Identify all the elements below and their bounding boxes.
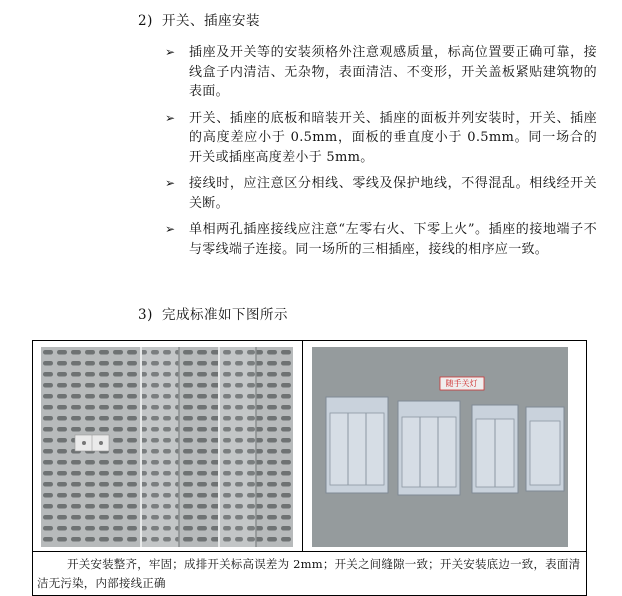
section-3-heading <box>138 303 288 323</box>
section-number: 2) <box>138 13 153 29</box>
arrow-bullet-icon: ➢ <box>165 45 176 59</box>
requirements-list <box>165 43 597 266</box>
photo-table <box>32 340 587 596</box>
section-2-heading <box>138 9 260 29</box>
list-item-text: 插座及开关等的安装须格外注意观感质量，标高位置要正确可靠，接线盒子内清洁、无杂物，表面清洁、不变形，开关盖板紧贴建筑物的表面。 <box>189 45 597 99</box>
switch-row-photo <box>312 347 568 547</box>
photo-caption: 开关安装整齐，牢固；成排开关标高误差为 2mm；开关之间缝隙一致；开关安装底边一致，表面清洁无污染，内部接线正确 <box>33 552 587 596</box>
list-item-text: 开关、插座的底板和暗装开关、插座的面板并列安装时，开关、插座的高度差应小于 0.5mm，面板的垂直度小于 0.5mm。同一场合的开关或插座高度差小于 5mm。 <box>189 110 597 165</box>
list-item <box>165 174 597 213</box>
arrow-bullet-icon: ➢ <box>165 222 176 236</box>
list-item-text: 接线时，应注意区分相线、零线及保护地线，不得混乱。相线经开关关断。 <box>189 176 597 211</box>
arrow-bullet-icon: ➢ <box>165 110 176 125</box>
section-number: 3) <box>138 307 153 323</box>
arrow-bullet-icon: ➢ <box>165 176 176 190</box>
list-item <box>165 109 597 168</box>
list-item-text: 单相两孔插座接线应注意“左零右火、下零上火”。插座的接地端子不与零线端子连接。同一场所的三相插座，接线的相序应一致。 <box>189 222 597 257</box>
photo-cell-left <box>33 341 303 552</box>
section-title: 完成标准如下图所示 <box>162 307 288 323</box>
list-item <box>165 43 597 102</box>
section-title: 开关、插座安装 <box>162 13 260 29</box>
sign-label: 随手关灯 <box>445 379 478 388</box>
photo-cell-right <box>302 341 587 552</box>
list-item <box>165 220 597 259</box>
wall-switch-photo <box>41 347 293 547</box>
